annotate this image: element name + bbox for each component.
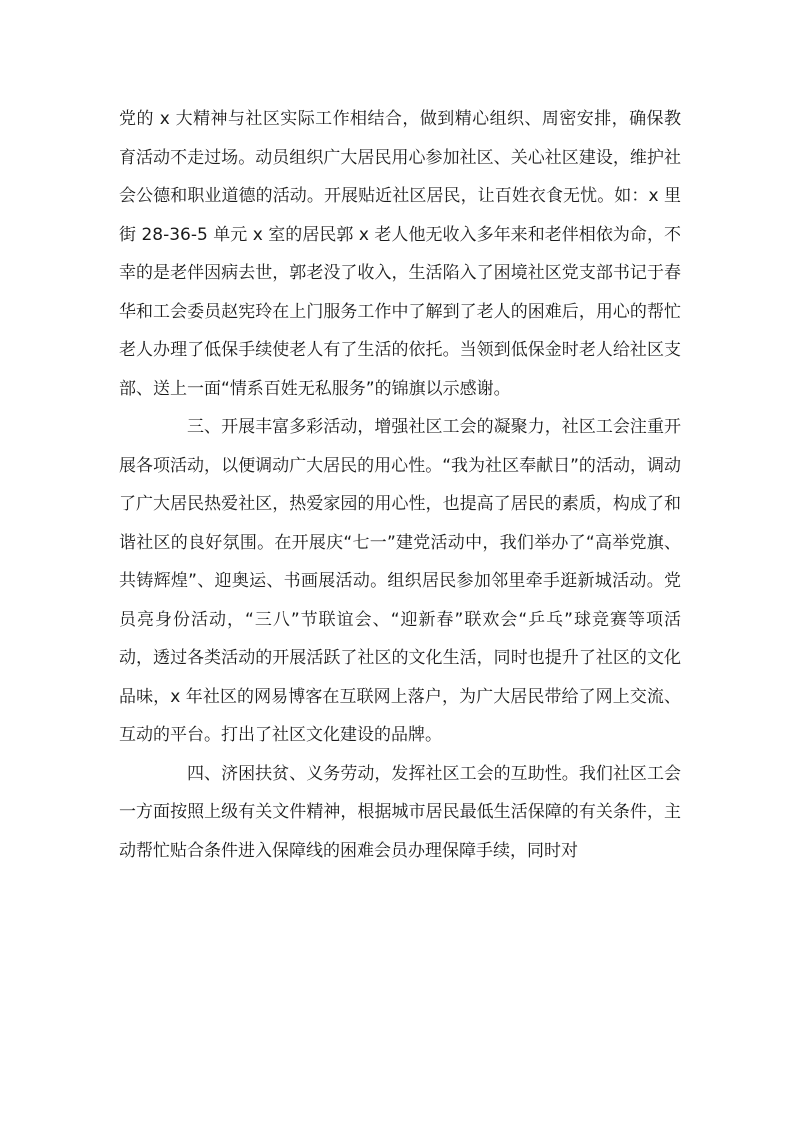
paragraph-3: 四、济困扶贫、义务劳动，发挥社区工会的互助性。我们社区工会一方面按照上级有关文件精神，根据城市居民最低生活保障的有关条件，主动帮忙贴合条件进入保障线的困难会员办理保障手续，同时对 (119, 763, 681, 861)
paragraph-1: 党的 x 大精神与社区实际工作相结合，做到精心组织、周密安排，确保教育活动不走过场。动员组织广大居民用心参加社区、关心社区建设，维护社会公德和职业道德的活动。开展贴近社区居民，让百姓衣食无忧。如：x 里街 28-36-5 单元 x 室的居民郭 x 老人他无收入多年来和老伴相依为命，不幸的是老伴因病去世，郭老没了收入，生活陷入了困境社区党支部书记于春华和工会委员赵宪玲在上门服务工作中了解到了老人的困难后，用心的帮忙老人办理了低保手续使老人有了生活的依托。当领到低保金时老人给社区支部、送上一面“情系百姓无私服务”的锦旗以示感谢。 (119, 109, 681, 399)
document-body (119, 100, 681, 870)
paragraph-2: 三、开展丰富多彩活动，增强社区工会的凝聚力，社区工会注重开展各项活动，以便调动广大居民的用心性。“我为社区奉献日”的活动，调动了广大居民热爱社区，热爱家园的用心性，也提高了居民的素质，构成了和谐社区的良好氛围。在开展庆“七一”建党活动中，我们举办了“高举党旗、共铸辉煌”、迎奥运、书画展活动。组织居民参加邻里牵手逛新城活动。党员亮身份活动，“三八”节联谊会、“迎新春”联欢会“乒乓”球竞赛等项活动，透过各类活动的开展活跃了社区的文化生活，同时也提升了社区的文化品味，x 年社区的网易博客在互联网上落户，为广大居民带给了网上交流、互动的平台。打出了社区文化建设的品牌。 (119, 417, 681, 745)
